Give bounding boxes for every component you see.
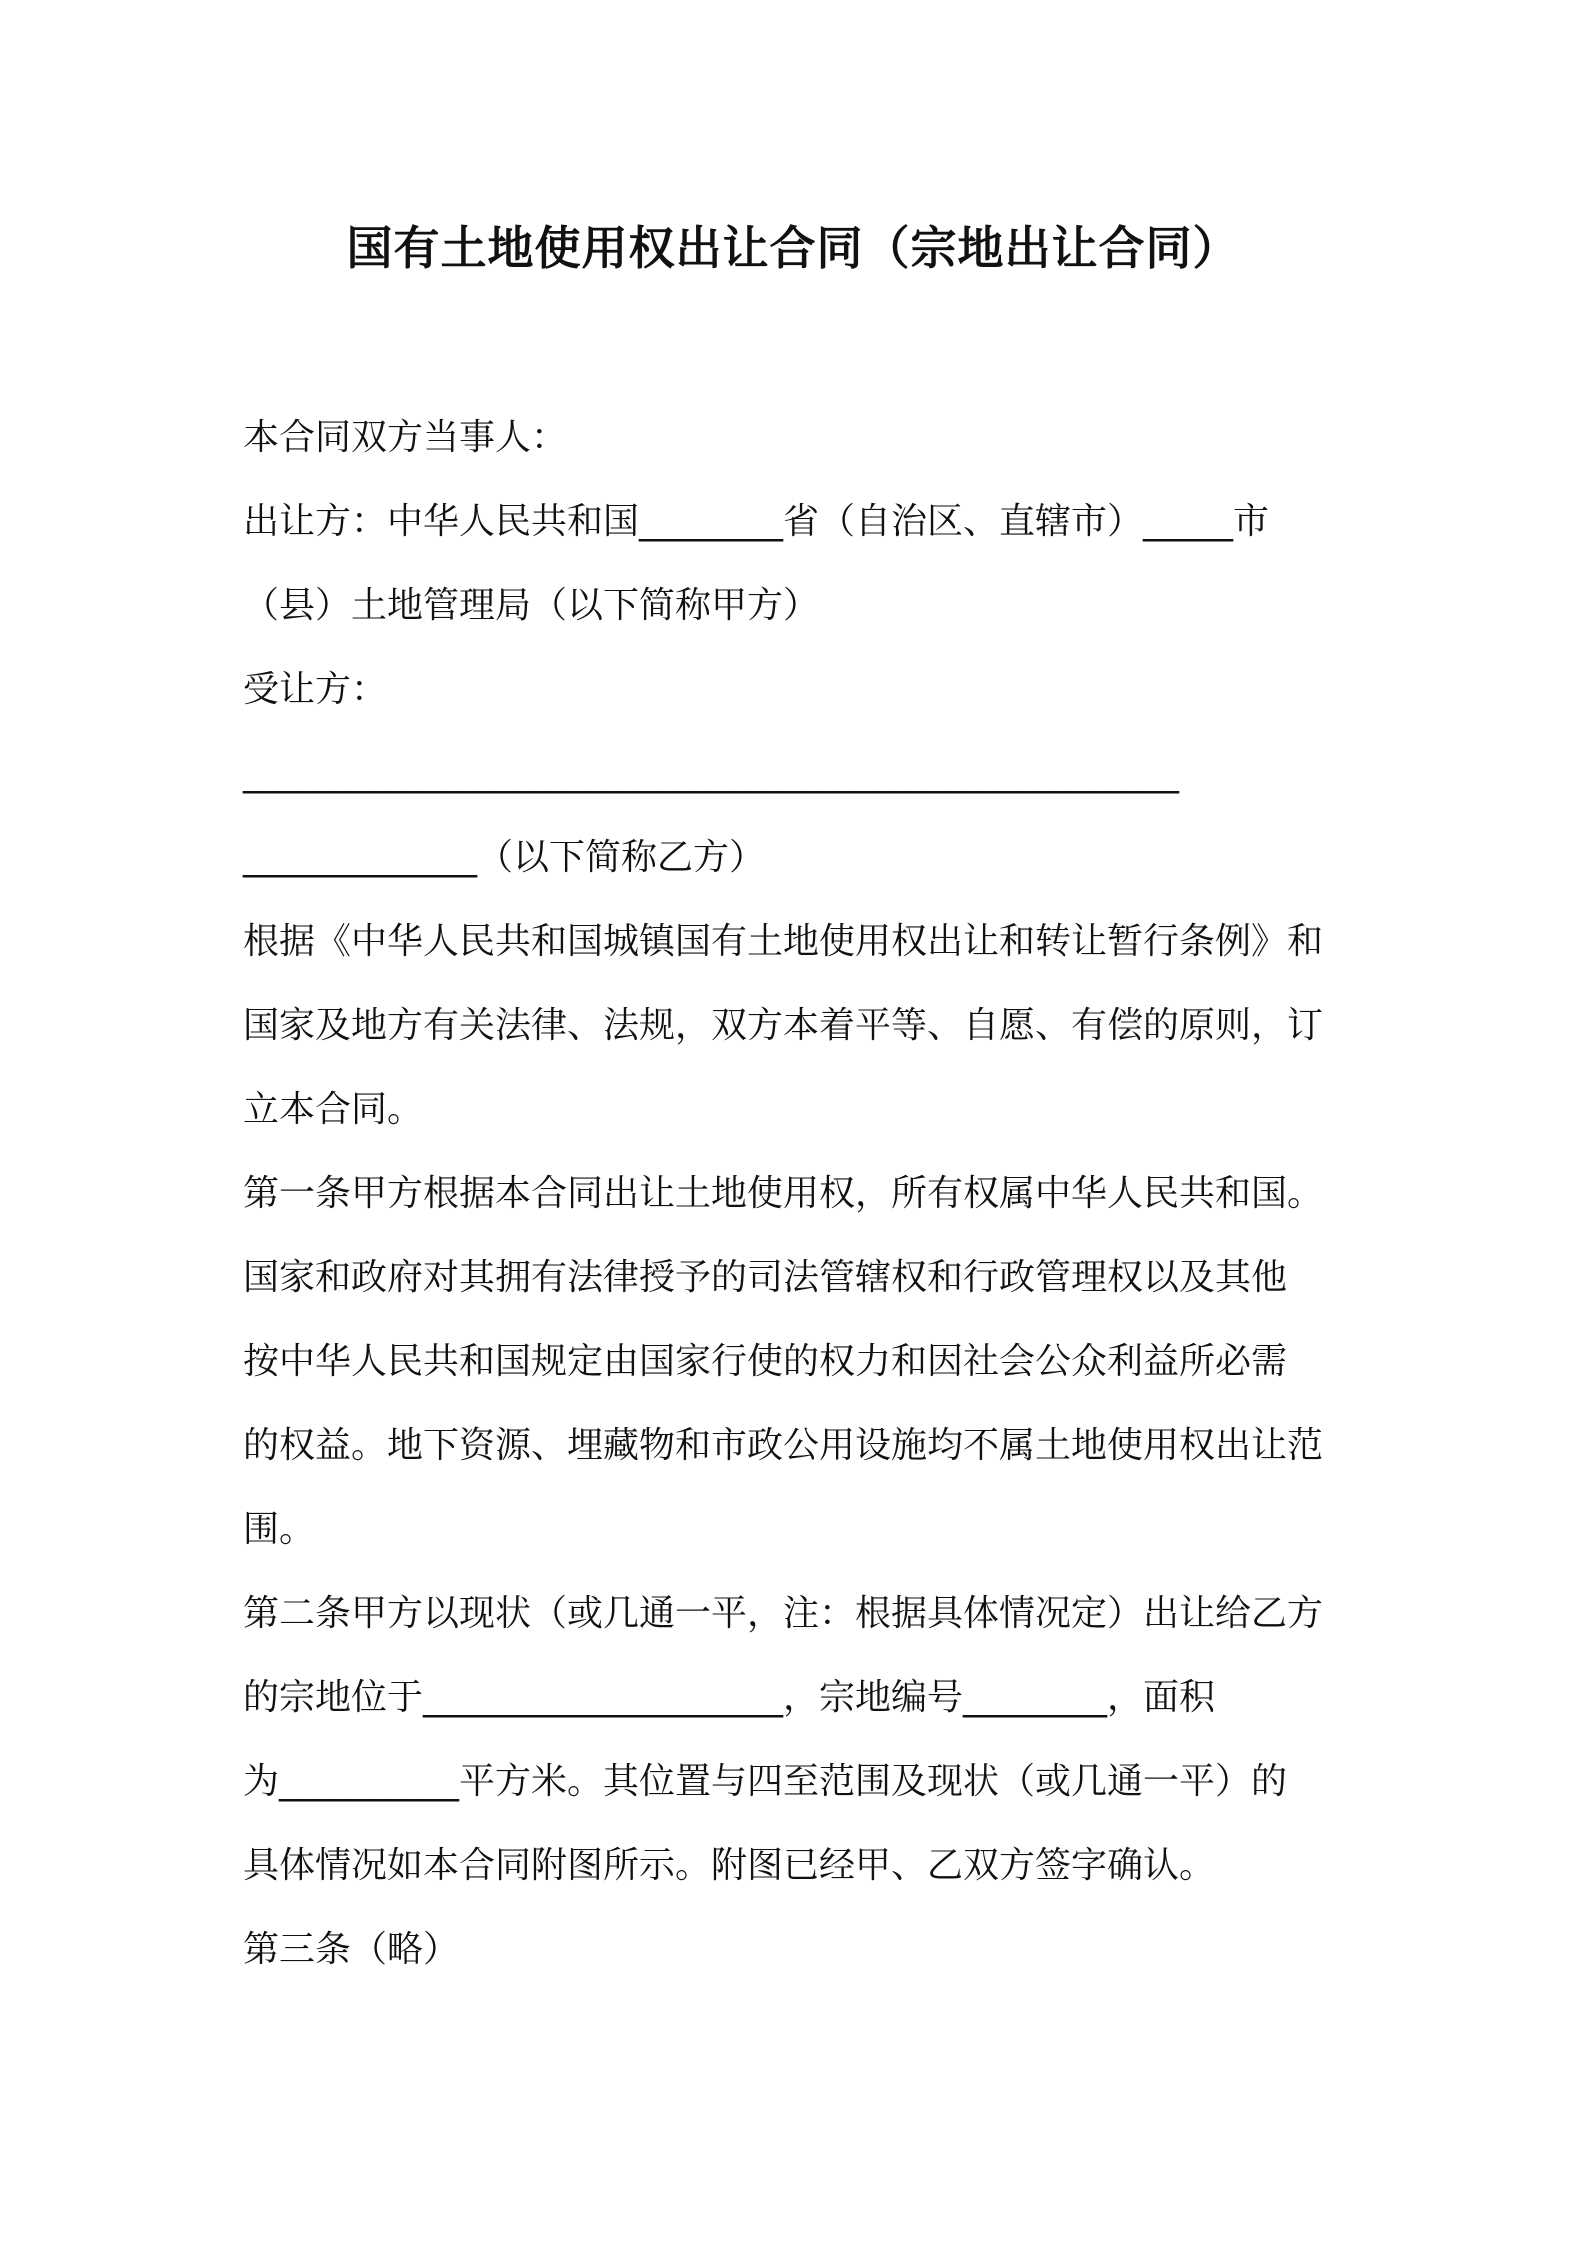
text-line: 根据《中华人民共和国城镇国有土地使用权出让和转让暂行条例》和 (243, 921, 1324, 962)
text-line: 的权益。地下资源、埋藏物和市政公用设施均不属土地使用权出让范 (243, 1425, 1324, 1466)
text-line: 国家及地方有关法律、法规，双方本着平等、自愿、有偿的原则，订 (243, 1005, 1324, 1046)
text-line: _____________（以下简称乙方） (243, 837, 766, 878)
text-line: ____________________________________________________ (243, 753, 1179, 794)
document-title: 国有土地使用权出让合同（宗地出让合同） (346, 221, 1240, 275)
text-line: 第二条甲方以现状（或几通一平，注：根据具体情况定）出让给乙方 (243, 1593, 1324, 1634)
text-line: 围。 (243, 1509, 316, 1550)
text-line: 第三条（略） (243, 1929, 460, 1970)
text-line: 为__________平方米。其位置与四至范围及现状（或几通一平）的 (243, 1761, 1288, 1802)
text-line: 受让方： (243, 669, 388, 710)
text-line: 的宗地位于____________________，宗地编号________，面积 (243, 1677, 1216, 1718)
text-line: 第一条甲方根据本合同出让土地使用权，所有权属中华人民共和国。 (243, 1173, 1324, 1214)
text-line: 按中华人民共和国规定由国家行使的权力和因社会公众利益所必需 (243, 1341, 1288, 1382)
text-line: 具体情况如本合同附图所示。附图已经甲、乙双方签字确认。 (243, 1845, 1216, 1886)
text-line: （县）土地管理局（以下简称甲方） (243, 585, 820, 626)
text-line: 国家和政府对其拥有法律授予的司法管辖权和行政管理权以及其他 (243, 1257, 1288, 1298)
text-line: 立本合同。 (243, 1089, 424, 1130)
text-line: 出让方：中华人民共和国________省（自治区、直辖市）_____市 (243, 501, 1270, 542)
text-line: 本合同双方当事人： (243, 417, 568, 458)
